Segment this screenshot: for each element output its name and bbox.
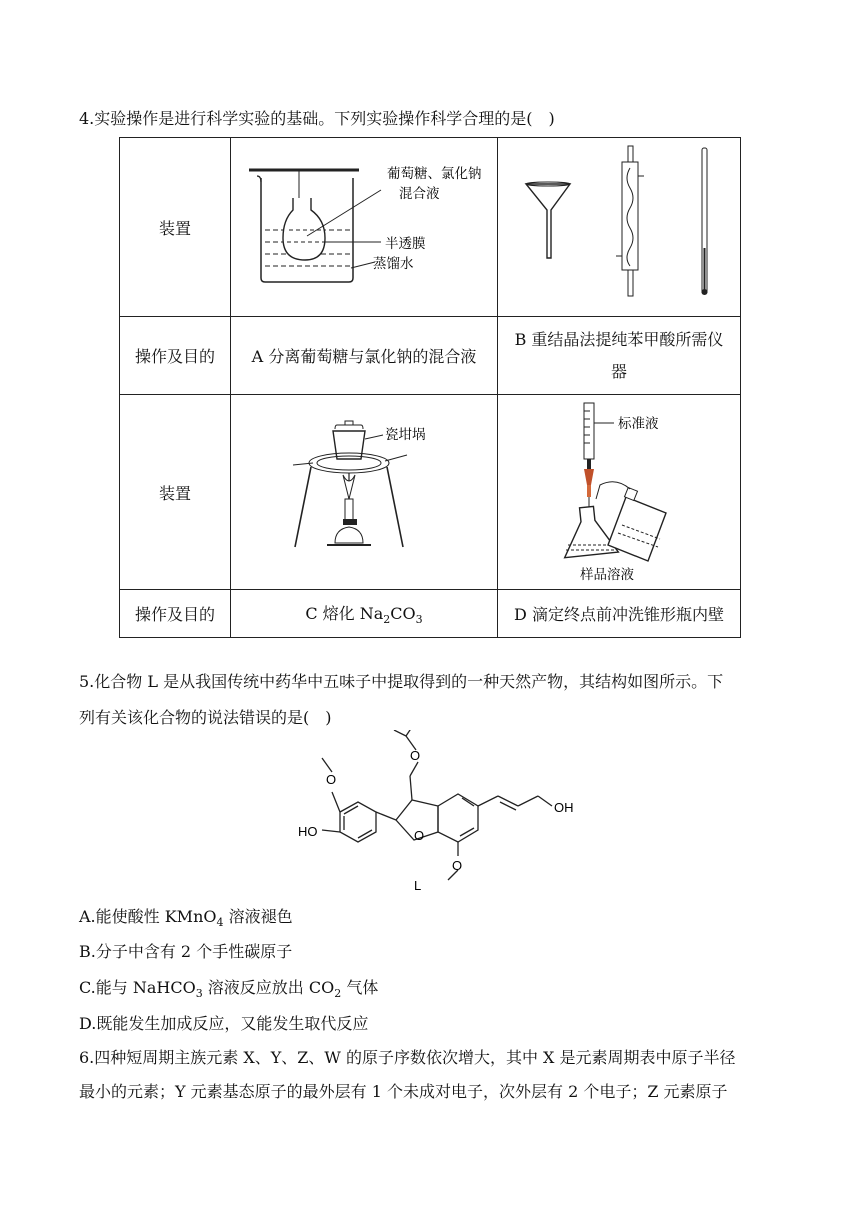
option-b-line1: B 重结晶法提纯苯甲酸所需仪 xyxy=(514,329,724,349)
crucible-diagram xyxy=(231,395,497,589)
option-c-prefix: C 熔化 Na xyxy=(305,603,384,623)
option-d-text: D 滴定终点前冲洗锥形瓶内壁 xyxy=(498,590,741,638)
compound-name-label: L xyxy=(414,878,422,893)
option-5c-pre: C.能与 NaHCO xyxy=(79,978,196,997)
option-5c-mid: 溶液反应放出 CO xyxy=(202,978,335,997)
option-5c-post: 气体 xyxy=(341,978,379,997)
label-membrane: 半透膜 xyxy=(385,236,426,252)
option-b-line2: 器 xyxy=(610,361,627,381)
label-glucose-nacl: 葡萄糖、氯化钠 xyxy=(387,166,482,182)
option-c-mid: CO xyxy=(390,603,416,623)
structure-o-label-2: O xyxy=(326,772,337,787)
label-sample-solution: 样品溶液 xyxy=(580,567,634,583)
structure-oh-label: OH xyxy=(554,800,574,815)
option-c-sub1: 2 xyxy=(383,613,391,627)
instruments-diagram xyxy=(498,138,740,316)
label-mixture: 混合液 xyxy=(399,186,440,202)
option-c-text xyxy=(231,590,498,638)
option-5c-sub1: 3 xyxy=(195,987,203,1001)
question-5-stem-line2: 列有关该化合物的说法错误的是( ) xyxy=(79,708,332,727)
dialysis-diagram xyxy=(231,138,497,316)
row-label-device-2: 装置 xyxy=(120,395,231,590)
titration-apparatus-cell xyxy=(498,395,741,590)
question-4-stem: 4.实验操作是进行科学实验的基础。下列实验操作科学合理的是( ) xyxy=(79,109,555,128)
option-5a-sub: 4 xyxy=(216,916,224,930)
options-table xyxy=(119,137,741,638)
option-b-text xyxy=(498,317,741,395)
label-distilled-water: 蒸馏水 xyxy=(373,256,414,272)
question-6-line1: 6.四种短周期主族元素 X、Y、Z、W 的原子序数依次增大，其中 X 是元素周期表中原子半径 xyxy=(79,1048,736,1067)
option-5c-sub2: 2 xyxy=(334,987,342,1001)
compound-l-structure xyxy=(292,730,582,896)
instruments-cell xyxy=(498,138,741,317)
row-label-operation: 操作及目的 xyxy=(120,317,231,395)
structure-o-label: O xyxy=(410,748,421,763)
option-5a-post: 溶液褪色 xyxy=(223,907,293,926)
question-5-stem-line1: 5.化合物 L 是从我国传统中药华中五味子中提取得到的一种天然产物，其结构如图所示。下 xyxy=(79,672,724,691)
dialysis-apparatus-cell xyxy=(231,138,498,317)
option-5a-pre: A.能使酸性 KMnO xyxy=(79,907,217,926)
option-a-text: A 分离葡萄糖与氯化钠的混合液 xyxy=(231,317,498,395)
option-5b: B.分子中含有 2 个手性碳原子 xyxy=(79,942,293,961)
label-crucible: 瓷坩埚 xyxy=(385,427,426,443)
row-label-device: 装置 xyxy=(120,138,231,317)
option-5a xyxy=(79,904,293,929)
structure-ho-label: HO xyxy=(298,824,318,839)
option-5c xyxy=(79,975,378,1000)
option-5d: D.既能发生加成反应，又能发生取代反应 xyxy=(79,1014,369,1033)
titration-diagram xyxy=(498,395,740,589)
option-c-sub2: 3 xyxy=(415,613,423,627)
structure-o-label-3: O xyxy=(452,858,463,873)
question-6-line2: 最小的元素；Y 元素基态原子的最外层有 1 个未成对电子，次外层有 2 个电子；Z 元素原子 xyxy=(79,1082,728,1101)
structure-ring-o-label: O xyxy=(414,828,425,843)
row-label-operation-2: 操作及目的 xyxy=(120,590,231,638)
label-standard-solution: 标准液 xyxy=(618,416,659,432)
crucible-apparatus-cell xyxy=(231,395,498,590)
